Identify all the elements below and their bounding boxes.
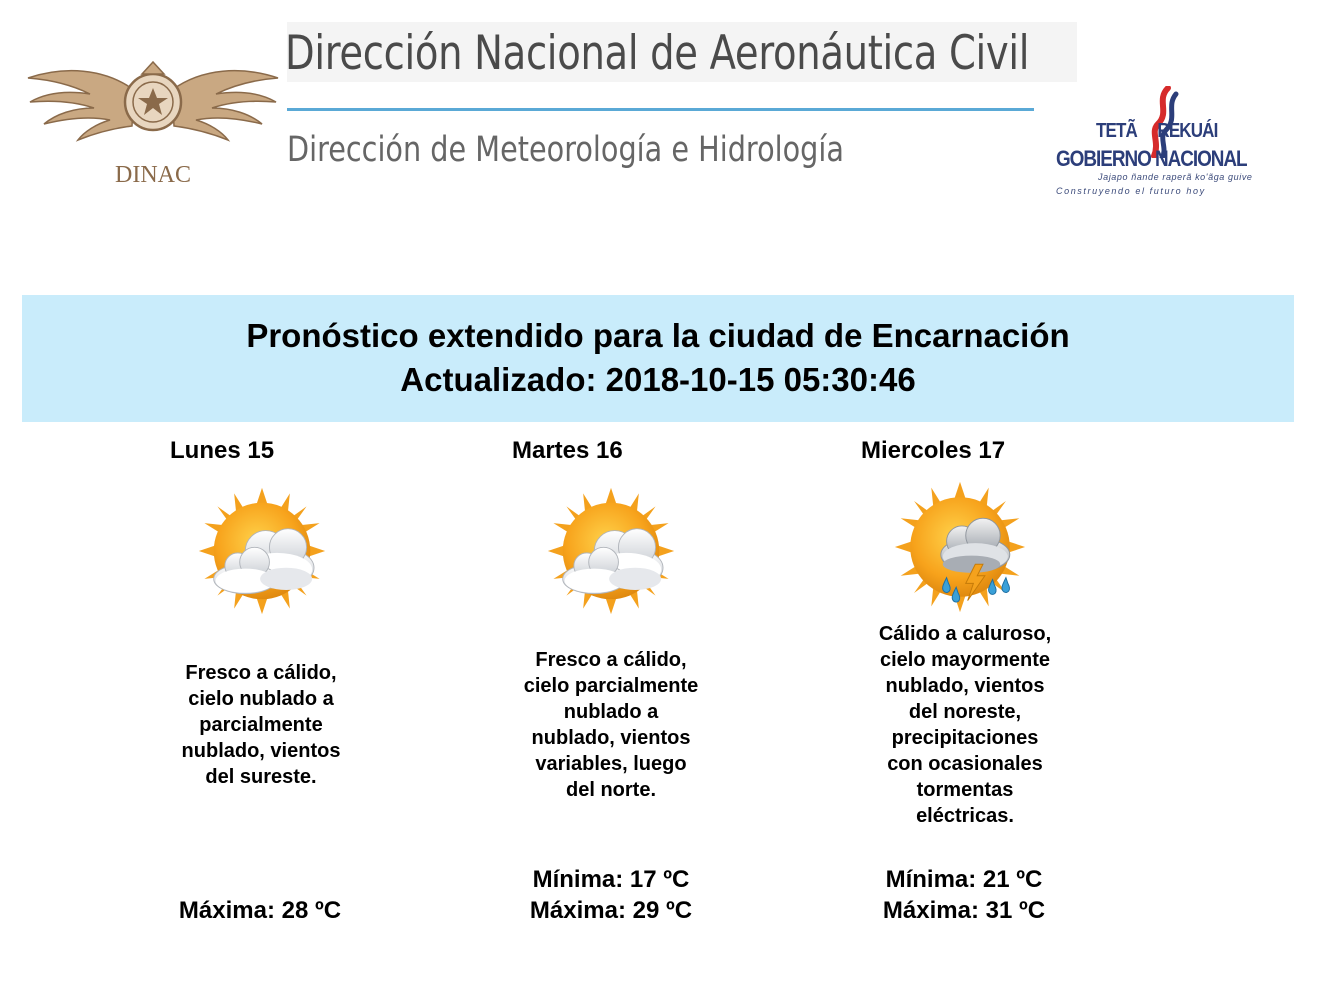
header-title-box [287,22,1077,82]
max-temperature: Máxima: 28 ºC [178,897,342,924]
day-description: Fresco a cálido, cielo nublado a parcialmente nublado, vientos del sureste. [181,662,341,788]
gov-logo-word-teta: TETÃ [1096,120,1137,142]
page-subtitle: Dirección de Meteorología e Hidrología [287,130,844,170]
day-name: Martes 16 [512,437,623,464]
gov-logo-line2: GOBIERNO NACIONAL [1056,146,1247,171]
gov-logo-tagline-guarani: Jajapo ñande raperã ko'ãga guive [1098,172,1253,182]
header-divider [287,108,1034,111]
day-name: Miercoles 17 [861,437,1006,464]
partly-cloudy-icon [541,486,681,626]
dinac-logo-text: DINAC [115,162,191,188]
day-description: Fresco a cálido, cielo parcialmente nublado a nublado, vientos variables, luego del norte. [523,649,699,801]
partly-cloudy-icon [192,486,332,626]
max-temperature: Máxima: 29 ºC [529,897,693,924]
forecast-updated-timestamp: Actualizado: 2018-10-15 05:30:46 [400,361,916,398]
gobierno-nacional-logo [1050,86,1280,204]
dinac-logo [24,40,282,200]
min-temperature: Mínima: 17 ºC [532,866,690,893]
day-description: Cálido a caluroso, cielo mayormente nublado, vientos del noreste, precipitaciones con ocasionales tormentas eléctricas. [878,623,1052,827]
forecast-title-band [22,295,1294,422]
gov-logo-word-rekuai: REKUÁI [1157,120,1218,142]
min-temperature: Mínima: 21 ºC [885,866,1043,893]
day-name: Lunes 15 [170,437,275,464]
gov-logo-line1 [1096,120,1217,143]
max-temperature: Máxima: 31 ºC [882,897,1046,924]
thunderstorm-sun-icon [890,480,1030,620]
wings-emblem-icon [24,40,282,160]
forecast-title: Pronóstico extendido para la ciudad de Encarnación [246,317,1070,354]
page-title: Dirección Nacional de Aeronáutica Civil [285,26,1030,81]
gov-logo-tagline-spanish: Construyendo el futuro hoy [1056,186,1206,196]
